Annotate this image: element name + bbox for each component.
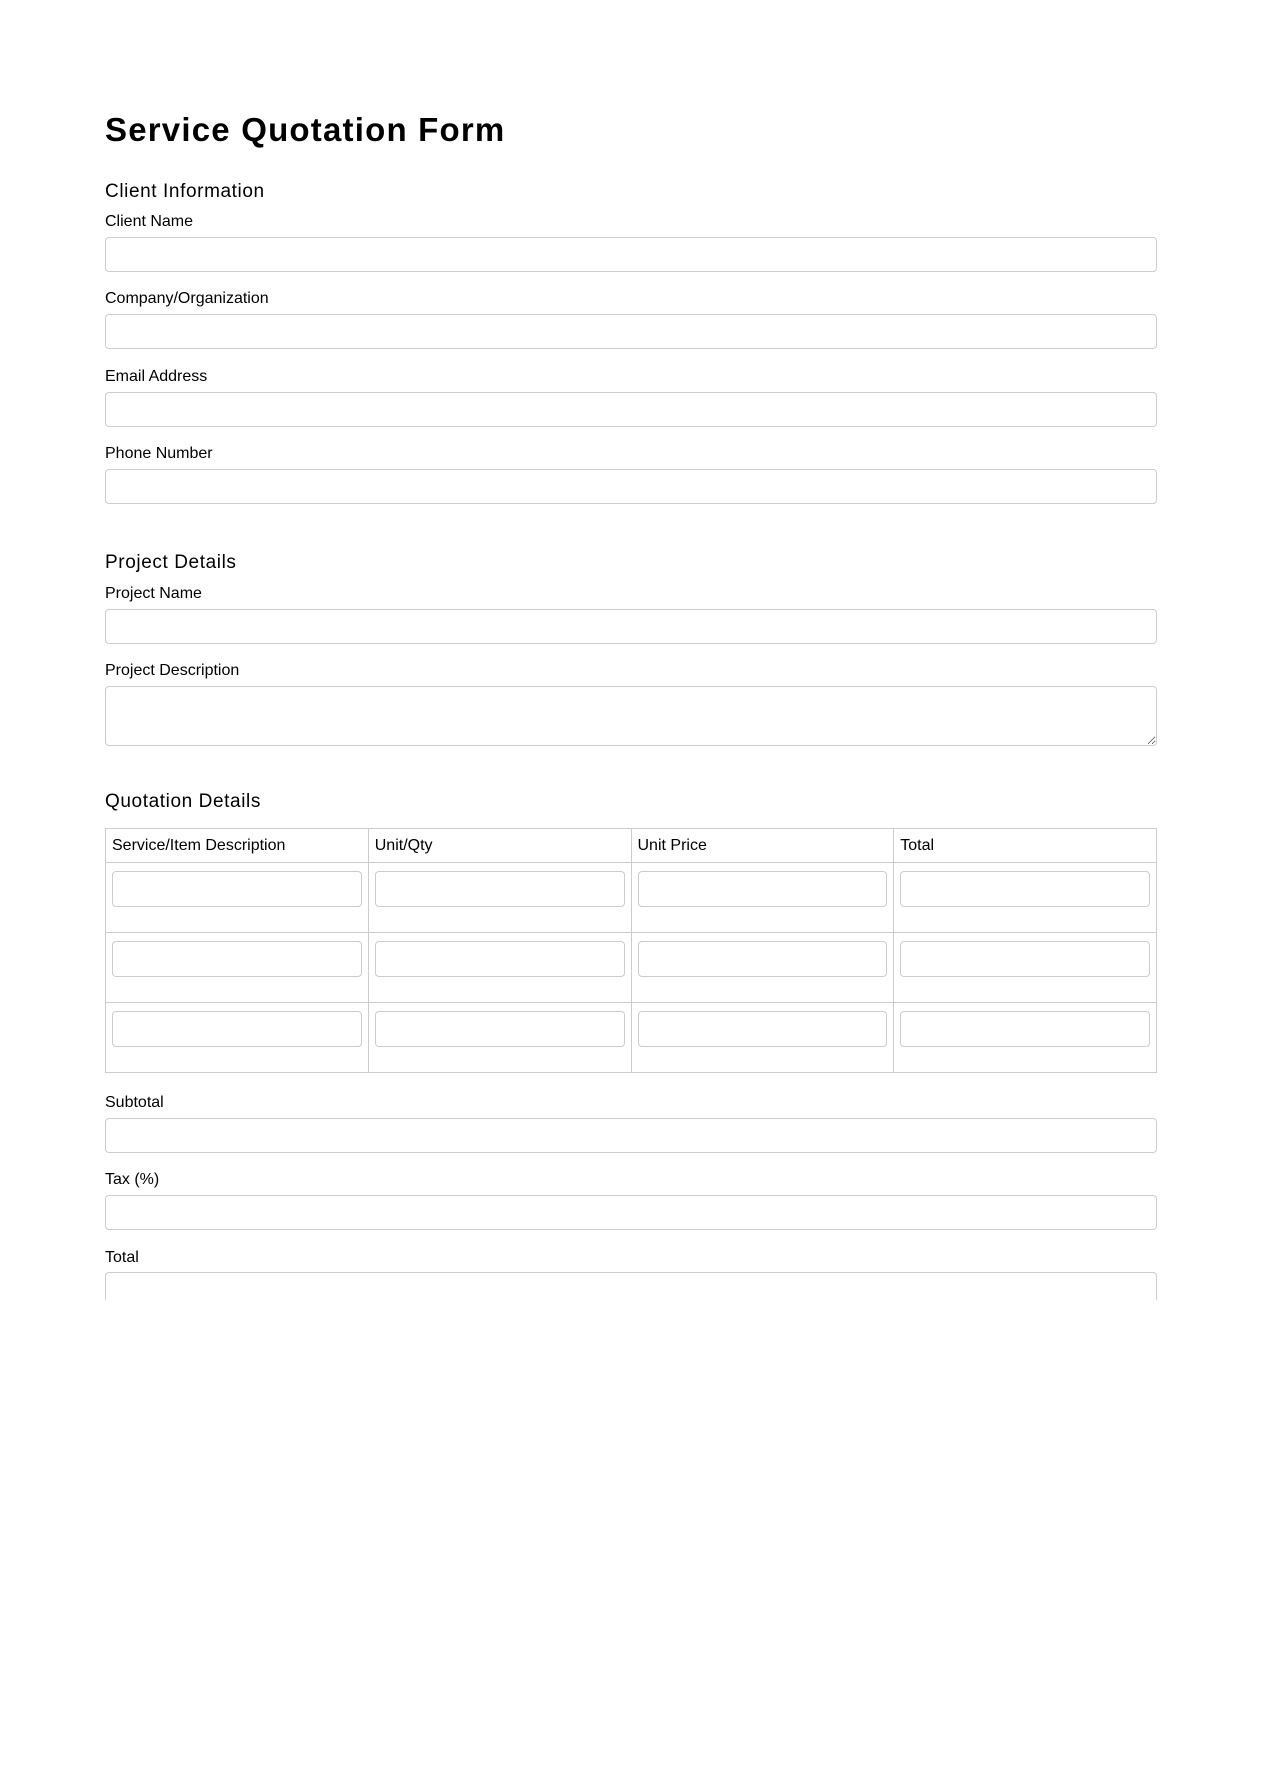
- row-1-description-input[interactable]: [112, 871, 362, 907]
- phone-input[interactable]: [105, 469, 1157, 504]
- client-name-label: Client Name: [105, 213, 194, 230]
- row-1-unit-qty-input[interactable]: [375, 871, 625, 907]
- column-header-total: Total: [894, 829, 1157, 863]
- row-1-total-input[interactable]: [900, 871, 1150, 907]
- row-2-total-input[interactable]: [900, 941, 1150, 977]
- tax-input[interactable]: [105, 1195, 1157, 1230]
- page-title: Service Quotation Form: [105, 111, 506, 148]
- email-label: Email Address: [105, 368, 208, 385]
- section-title-project-details: Project Details: [105, 552, 237, 573]
- total-label: Total: [105, 1249, 139, 1266]
- row-2-unit-price-input[interactable]: [638, 941, 888, 977]
- column-header-unit-price: Unit Price: [631, 829, 894, 863]
- section-title-client-information: Client Information: [105, 181, 265, 202]
- column-header-unit-qty: Unit/Qty: [368, 829, 631, 863]
- table-cell: [894, 1003, 1157, 1073]
- row-3-unit-qty-input[interactable]: [375, 1011, 625, 1047]
- company-input[interactable]: [105, 314, 1157, 349]
- table-row: [106, 933, 1157, 1003]
- row-2-unit-qty-input[interactable]: [375, 941, 625, 977]
- table-cell: [106, 933, 369, 1003]
- subtotal-input[interactable]: [105, 1118, 1157, 1153]
- row-3-total-input[interactable]: [900, 1011, 1150, 1047]
- table-cell: [368, 863, 631, 933]
- subtotal-label: Subtotal: [105, 1094, 164, 1111]
- row-1-unit-price-input[interactable]: [638, 871, 888, 907]
- email-input[interactable]: [105, 392, 1157, 427]
- table-cell: [368, 1003, 631, 1073]
- table-cell: [631, 1003, 894, 1073]
- quotation-form: [105, 0, 1157, 1300]
- client-name-input[interactable]: [105, 237, 1157, 272]
- project-name-input[interactable]: [105, 609, 1157, 644]
- row-3-description-input[interactable]: [112, 1011, 362, 1047]
- table-cell: [894, 863, 1157, 933]
- table-cell: [106, 1003, 369, 1073]
- table-cell: [106, 863, 369, 933]
- project-name-label: Project Name: [105, 585, 202, 602]
- quotation-table: [105, 828, 1157, 1073]
- table-header-row: [106, 829, 1157, 863]
- table-row: [106, 1003, 1157, 1073]
- row-3-unit-price-input[interactable]: [638, 1011, 888, 1047]
- project-description-label: Project Description: [105, 662, 240, 679]
- table-cell: [368, 933, 631, 1003]
- total-input[interactable]: [105, 1272, 1157, 1300]
- section-title-quotation-details: Quotation Details: [105, 791, 261, 812]
- tax-label: Tax (%): [105, 1171, 160, 1188]
- table-cell: [631, 933, 894, 1003]
- table-cell: [631, 863, 894, 933]
- column-header-description: Service/Item Description: [106, 829, 369, 863]
- company-label: Company/Organization: [105, 290, 269, 307]
- phone-label: Phone Number: [105, 445, 213, 462]
- table-row: [106, 863, 1157, 933]
- row-2-description-input[interactable]: [112, 941, 362, 977]
- project-description-textarea[interactable]: [105, 686, 1157, 746]
- table-cell: [894, 933, 1157, 1003]
